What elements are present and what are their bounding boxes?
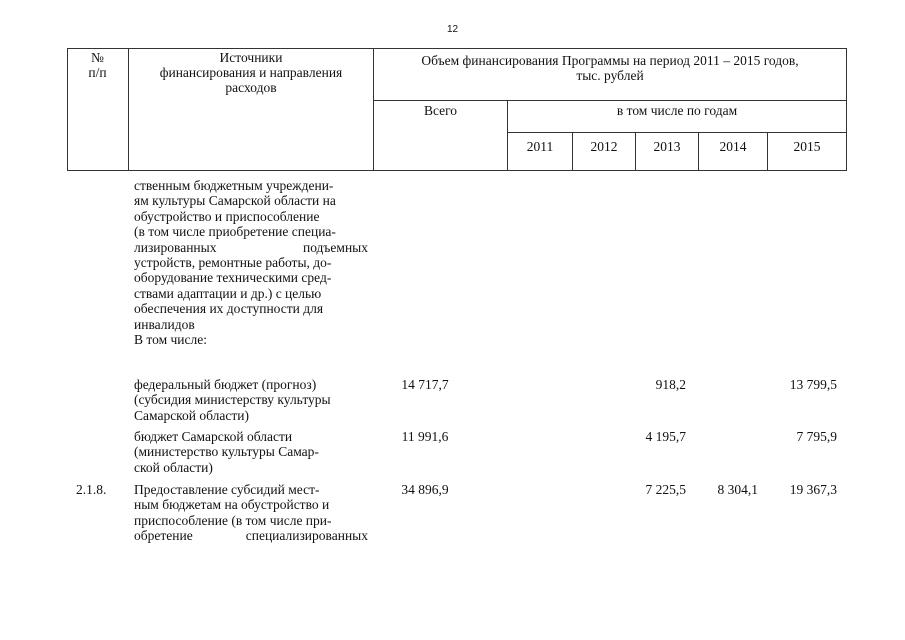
header-col-by-years: в том числе по годам bbox=[508, 101, 847, 133]
row-2015: 13 799,5 bbox=[789, 377, 837, 392]
header-year-2011: 2011 bbox=[508, 133, 573, 171]
row-2015: 19 367,3 bbox=[789, 482, 837, 497]
row-2014: 8 304,1 bbox=[717, 482, 758, 497]
continuation-line bbox=[134, 240, 368, 255]
row-line: Самарской области) bbox=[134, 407, 250, 423]
continuation-line: обеспечения их доступности для bbox=[134, 301, 324, 317]
continuation-line: устройств, ремонтные работы, до- bbox=[134, 255, 332, 271]
continuation-text bbox=[134, 178, 368, 347]
continuation-line: обустройство и приспособление bbox=[134, 208, 320, 224]
row-line: приспособление (в том числе при- bbox=[134, 512, 332, 528]
row-2015: 7 795,9 bbox=[796, 429, 837, 444]
header-year-2014: 2014 bbox=[699, 133, 768, 171]
header-year-2012: 2012 bbox=[573, 133, 636, 171]
row-line: обретение специализированных bbox=[134, 528, 368, 544]
row-line: ным бюджетам на обустройство и bbox=[134, 497, 330, 513]
row-total: 14 717,7 bbox=[401, 377, 449, 392]
row-line: (министерство культуры Самар- bbox=[134, 444, 319, 460]
row-line: федеральный бюджет (прогноз) bbox=[134, 377, 317, 392]
continuation-line: ям культуры Самарской области на bbox=[134, 193, 336, 209]
continuation-line: В том числе: bbox=[134, 332, 207, 348]
page-number: 12 bbox=[446, 24, 459, 35]
row-2013: 4 195,7 bbox=[645, 429, 686, 444]
row-number: 2.1.8. bbox=[76, 482, 107, 497]
row-source-text bbox=[134, 429, 368, 475]
row-line: Предоставление субсидий мест- bbox=[134, 482, 320, 497]
continuation-line: (в том числе приобретение специа- bbox=[134, 224, 336, 240]
row-source-text bbox=[134, 377, 368, 423]
continuation-line: оборудование техническими сред- bbox=[134, 270, 332, 286]
continuation-line: ствами адаптации и др.) с целью bbox=[134, 285, 322, 301]
continuation-line: инвалидов bbox=[134, 316, 195, 332]
row-total: 34 896,9 bbox=[401, 482, 449, 497]
header-year-2013: 2013 bbox=[636, 133, 699, 171]
header-year-2015: 2015 bbox=[768, 133, 847, 171]
header-col-total: Всего bbox=[374, 101, 508, 171]
row-source-text bbox=[134, 482, 368, 544]
row-2013: 918,2 bbox=[655, 377, 686, 392]
row-line: бюджет Самарской области bbox=[134, 429, 293, 444]
row-line: ской области) bbox=[134, 459, 213, 475]
row-total: 11 991,6 bbox=[401, 429, 449, 444]
row-line: (субсидия министерству культуры bbox=[134, 392, 331, 408]
header-col-number: № п/п bbox=[67, 48, 129, 171]
row-2013: 7 225,5 bbox=[645, 482, 686, 497]
continuation-word: лизированных подъемных bbox=[134, 239, 368, 255]
header-col-volume: Объем финансирования Программы на период 2011 – 2015 годов, тыс. рублей bbox=[374, 48, 847, 101]
header-col-sources: Источники финансирования и направления расходов bbox=[129, 48, 374, 171]
continuation-line: ственным бюджетным учреждени- bbox=[134, 178, 334, 193]
